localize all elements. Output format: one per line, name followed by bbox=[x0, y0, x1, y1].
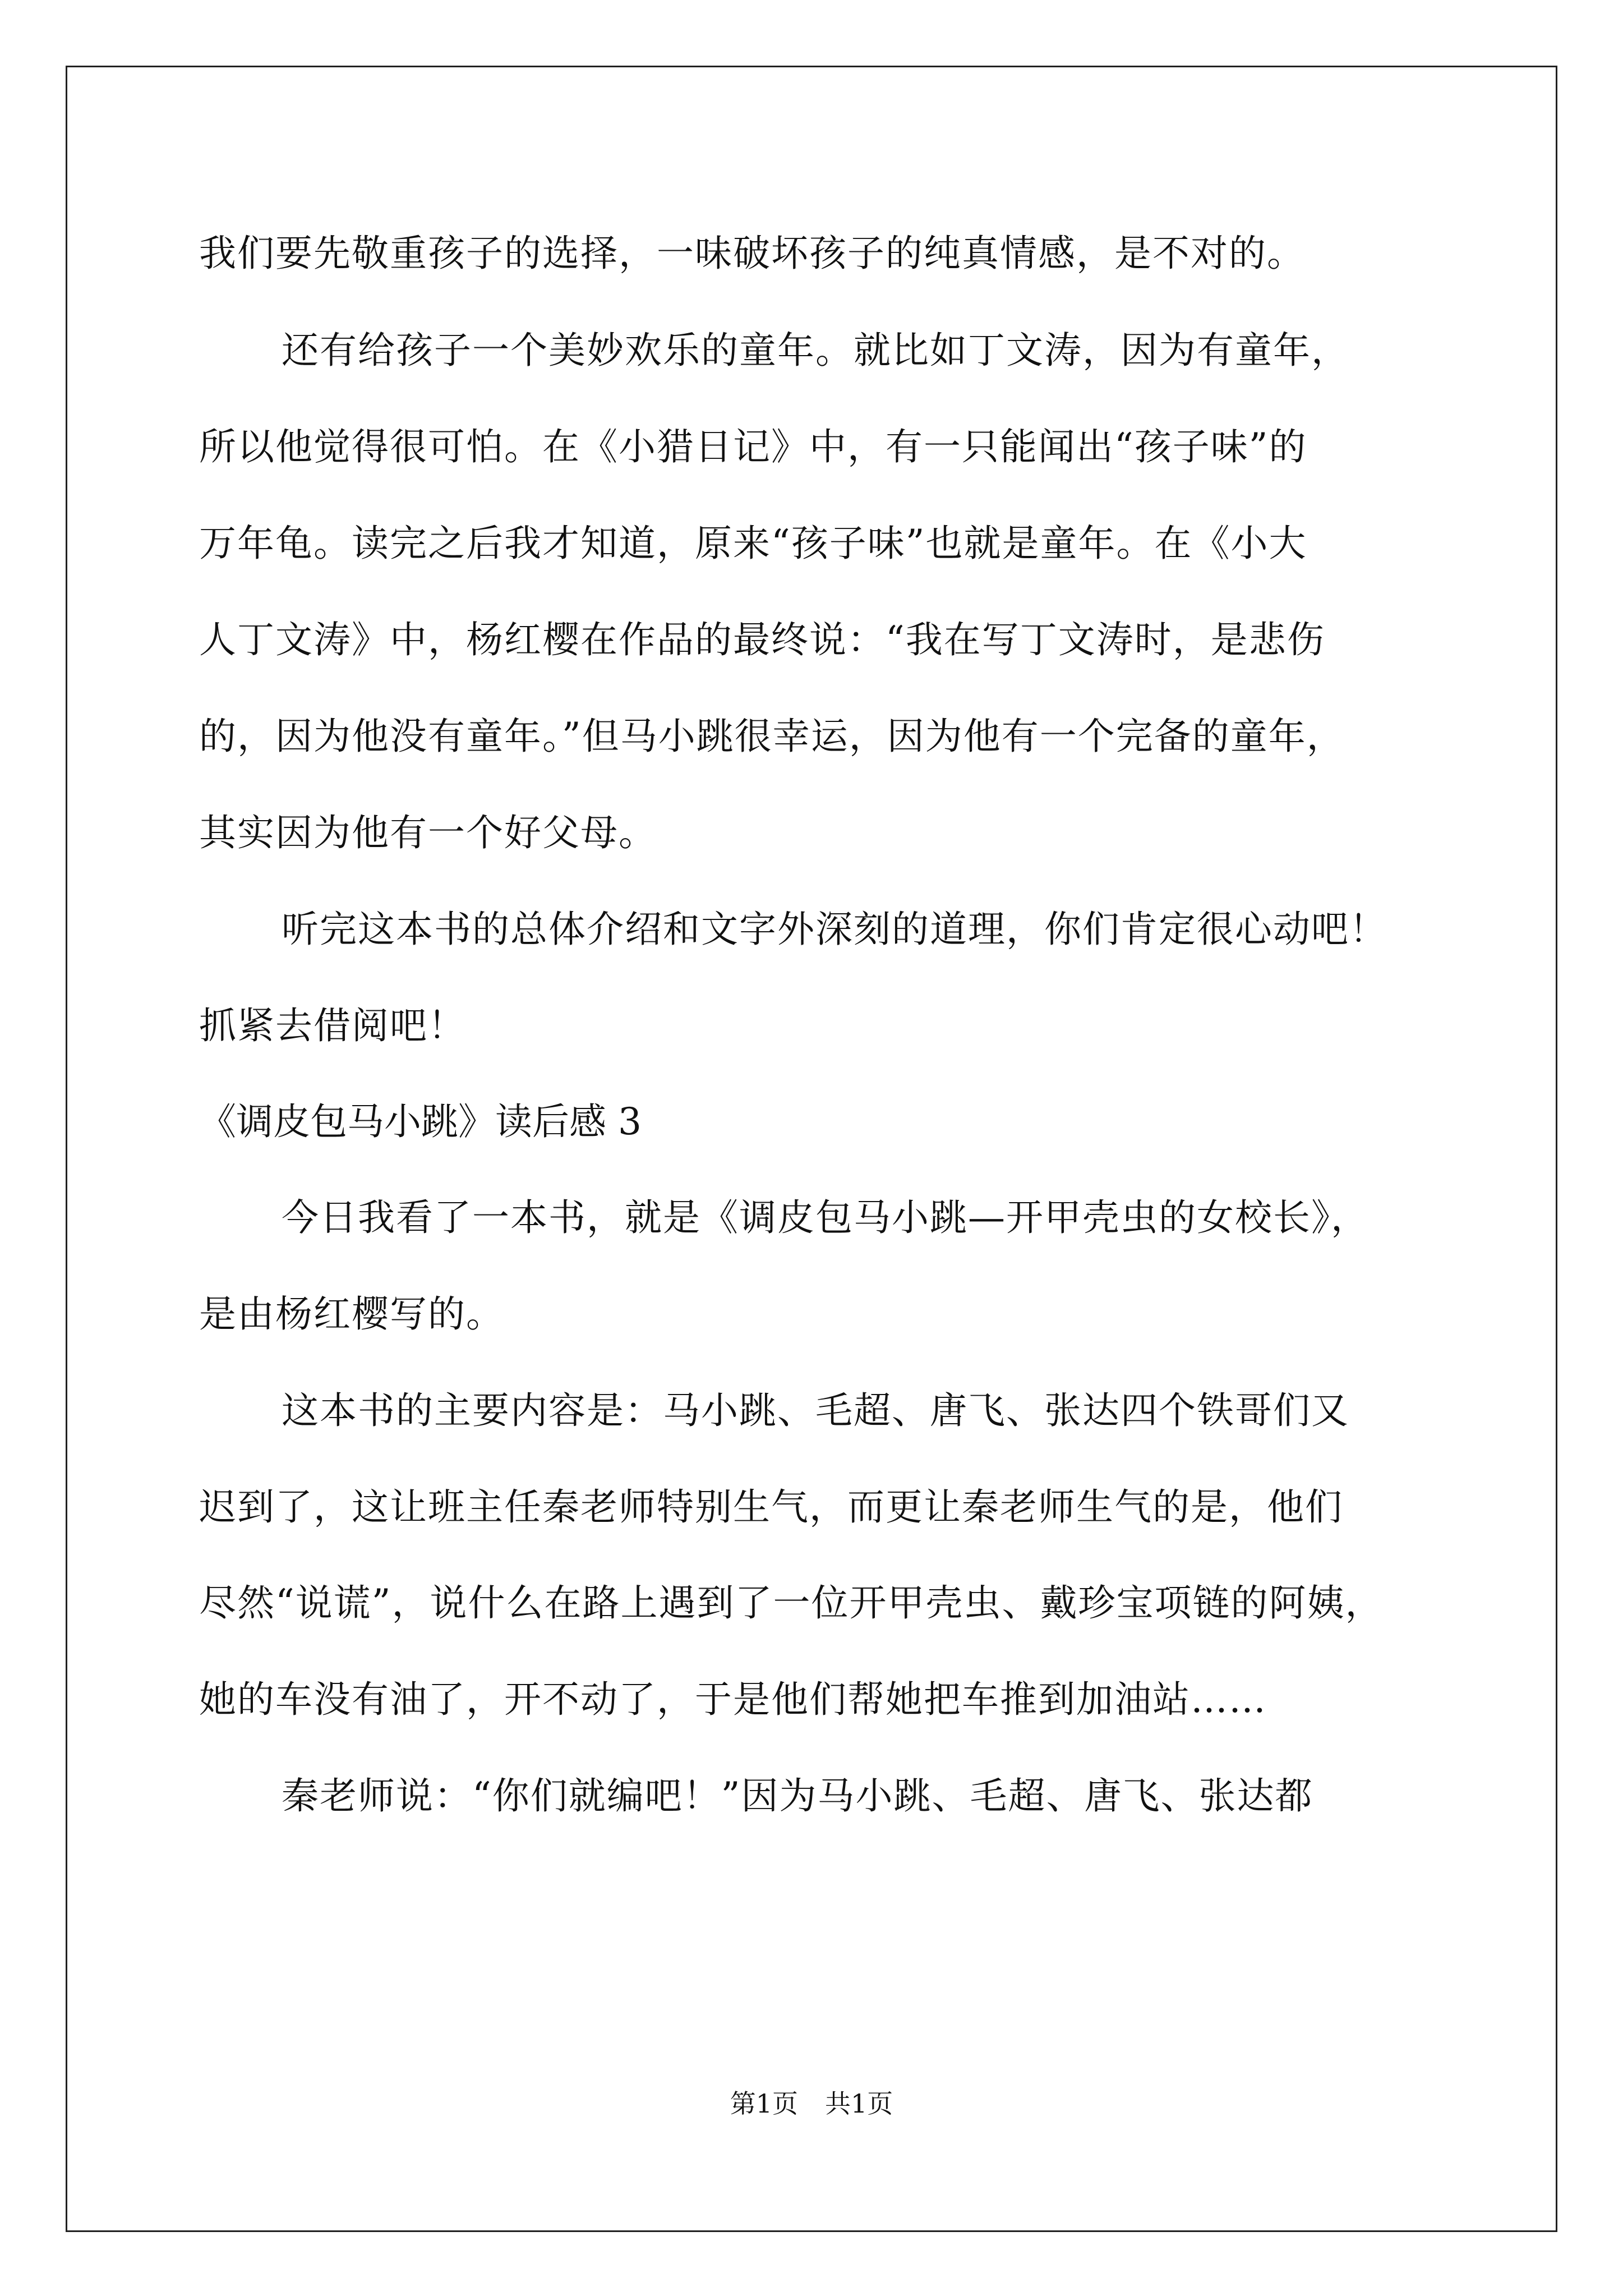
text-line: 所以他觉得很可怕。在《小猎日记》中，有一只能闻出“孩子味”的 bbox=[199, 425, 1307, 468]
page-footer bbox=[0, 2087, 1623, 2120]
page-total: 共1页 bbox=[825, 2088, 893, 2119]
paragraph-start-line: 还有给孩子一个美妙欢乐的童年。就比如丁文涛，因为有童年， bbox=[282, 329, 1349, 372]
text-line: 是由杨红樱写的。 bbox=[199, 1292, 504, 1336]
paragraph-start-line: 听完这本书的总体介绍和文字外深刻的道理，你们肯定很心动吧！ bbox=[282, 908, 1387, 951]
page-border bbox=[66, 66, 1557, 2232]
text-line: 万年龟。读完之后我才知道，原来“孩子味”也就是童年。在《小大 bbox=[199, 522, 1307, 565]
text-line: 她的车没有油了，开不动了，于是他们帮她把车推到加油站…… bbox=[199, 1678, 1267, 1721]
text-line: 我们要先敬重孩子的选择，一味破坏孩子的纯真情感，是不对的。 bbox=[199, 232, 1305, 275]
text-line: 尽然“说谎”，说什么在路上遇到了一位开甲壳虫、戴珍宝项链的阿姨， bbox=[199, 1581, 1384, 1625]
page-number: 第1页 bbox=[730, 2088, 798, 2119]
text-line: 抓紧去借阅吧！ bbox=[199, 1004, 466, 1047]
section-heading: 《调皮包马小跳》读后感 3 bbox=[199, 1100, 642, 1143]
paragraph-start-line: 今日我看了一本书，就是《调皮包马小跳—开甲壳虫的女校长》， bbox=[282, 1196, 1369, 1239]
text-line: 迟到了，这让班主任秦老师特别生气，而更让秦老师生气的是，他们 bbox=[199, 1485, 1343, 1529]
text-line: 的，因为他没有童年。”但马小跳很幸运，因为他有一个完备的童年， bbox=[199, 715, 1345, 758]
paragraph-start-line: 秦老师说：“你们就编吧！”因为马小跳、毛超、唐飞、张达都 bbox=[282, 1774, 1313, 1818]
text-line: 人丁文涛》中，杨红樱在作品的最终说：“我在写丁文涛时，是悲伤 bbox=[199, 618, 1325, 661]
paragraph-start-line: 这本书的主要内容是：马小跳、毛超、唐飞、张达四个铁哥们又 bbox=[282, 1389, 1349, 1432]
text-line: 其实因为他有一个好父母。 bbox=[199, 811, 657, 854]
